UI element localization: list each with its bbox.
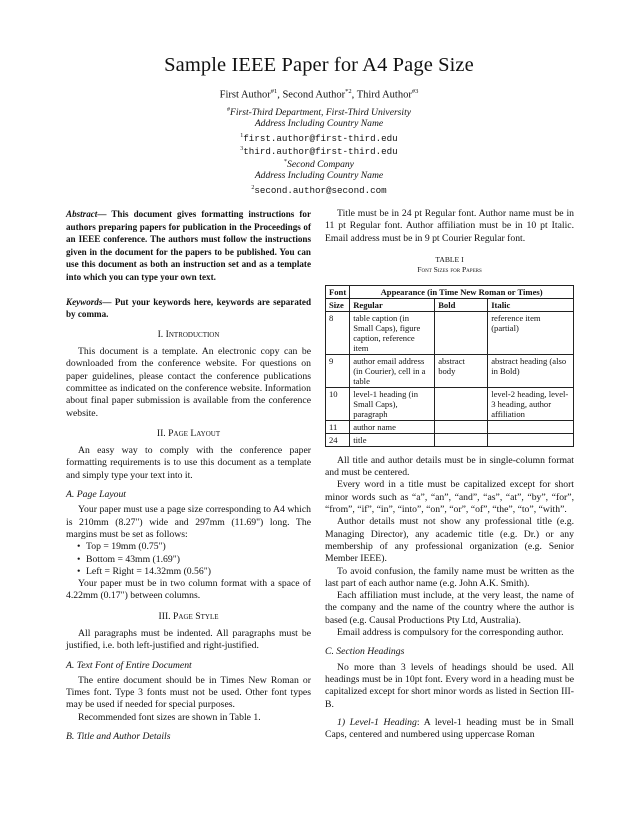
table-cell: 11 — [326, 420, 350, 433]
email-text: first.author@first-third.edu — [243, 133, 398, 145]
list-item: • Top = 19mm (0.75") — [86, 541, 311, 553]
author-sup: #1 — [270, 88, 278, 95]
table-row — [326, 311, 574, 354]
table-header-row — [326, 298, 574, 311]
abstract — [66, 208, 311, 284]
table-header-cell: Size — [326, 298, 350, 311]
affiliation-2-address: Address Including Country Name — [254, 170, 384, 181]
section-heading-page-style: III. Page Style — [158, 610, 219, 622]
paragraph: All paragraphs must be indented. All paragraphs must be justified, i.e. both left-justified and right-justified. — [66, 627, 311, 652]
affiliation-sup: # — [226, 107, 230, 113]
table-cell: author email address (in Courier), cell in a table — [350, 354, 435, 387]
table-cell: abstract body — [435, 354, 488, 387]
email-sup: 1 — [240, 133, 244, 139]
paragraph: Your paper must be in two column format with a space of 4.22mm (0.17") between columns. — [66, 578, 311, 602]
paragraph: Title must be in 24 pt Regular font. Author name must be in 11 pt Regular font. Author affiliation must be in 10 pt Italic. Email address must be in 9 pt Courier Regular font. — [325, 208, 574, 244]
author-line — [0, 88, 638, 101]
subsection-heading: A. Text Font of Entire Document — [66, 659, 192, 671]
table-cell: 8 — [326, 311, 350, 354]
list-item: • Left = Right = 14.32mm (0.56") — [86, 566, 311, 578]
table-cell: reference item (partial) — [488, 311, 574, 354]
subsection-heading: A. Page Layout — [66, 489, 126, 501]
paragraph: To avoid confusion, the family name must be written as the last part of each author name (e.g. John A.K. Smith). — [325, 565, 574, 589]
font-size-table — [325, 285, 574, 447]
table-cell — [435, 420, 488, 433]
table-cell: abstract heading (also in Bold) — [488, 354, 574, 387]
table-cell: 9 — [326, 354, 350, 387]
email-text: second.author@second.com — [254, 185, 387, 197]
paragraph: No more than 3 levels of headings should be used. All headings must be in 10pt font. Every word in a heading must be capitalized except for short minor words as listed in Section III-B. — [325, 661, 574, 710]
table-cell: level-2 heading, level-3 heading, author affiliation — [488, 387, 574, 420]
margin-list — [66, 541, 311, 578]
paragraph: Each affiliation must include, at the very least, the name of the company and the name of the country where the author is based (e.g. Causal Productions Pty Ltd, Australia). — [325, 590, 574, 626]
table-header-row — [326, 285, 574, 298]
list-item: • Bottom = 43mm (1.69") — [86, 554, 311, 566]
author-sup: #3 — [411, 88, 419, 95]
subsection-heading: C. Section Headings — [325, 646, 405, 658]
table-header-cell: Appearance (in Time New Roman or Times) — [350, 285, 574, 298]
paragraph: Recommended font sizes are shown in Table 1. — [78, 711, 261, 723]
table-header-cell: Bold — [435, 298, 488, 311]
subsection-heading: B. Title and Author Details — [66, 731, 171, 743]
abstract-text: — This document gives formatting instructions for authors preparing papers for publication in the Proceedings of an IEEE conference. The authors must follow the instructions given in the document for the papers to be published. You can use this document as both an instruction set and as a template into which you can type your own text. — [66, 209, 311, 282]
paragraph: Email address is compulsory for the corresponding author. — [337, 627, 564, 639]
author-name: First Author — [219, 89, 271, 101]
left-column — [66, 208, 311, 746]
paper-title: Sample IEEE Paper for A4 Page Size — [164, 54, 474, 76]
table-header-cell: Italic — [488, 298, 574, 311]
paragraph: This document is a template. An electronic copy can be downloaded from the conference website. For questions on paper guidelines, please contact the conference publications committee as indicated on the conference website. Information about final paper submission is available from the conference website. — [66, 346, 311, 419]
affiliation-1-address: Address Including Country Name — [254, 118, 384, 129]
table-cell: 10 — [326, 387, 350, 420]
paragraph: Author details must not show any professional title (e.g. Managing Director), any academic title (e.g. Dr.) or any membership of any professional organization (e.g. Senior Member IEEE). — [325, 516, 574, 565]
author-sup: *2 — [345, 88, 352, 95]
table-header-cell: Font — [326, 285, 350, 298]
keywords-label: Keywords — [66, 296, 103, 307]
table-cell — [435, 387, 488, 420]
email-2 — [0, 182, 638, 197]
table-cell — [435, 311, 488, 354]
table-cell: 24 — [326, 433, 350, 446]
author-name: , Second Author — [277, 89, 346, 101]
table-row — [326, 433, 574, 446]
table-cell — [435, 433, 488, 446]
author-name: , Third Author — [351, 89, 412, 101]
paragraph: An easy way to comply with the conference paper formatting requirements is to use this document as a template and simply type your text into it. — [66, 445, 311, 481]
table-title: Font Sizes for Papers — [417, 264, 482, 274]
table-caption — [325, 255, 574, 275]
level1-label: 1) Level-1 Heading — [337, 716, 417, 728]
table-cell: title — [350, 433, 435, 446]
email-sup: 3 — [240, 146, 244, 152]
affiliation-text: Second Company — [287, 159, 354, 171]
email-sup: 2 — [251, 185, 255, 191]
table-label: TABLE I — [435, 254, 464, 264]
table-row — [326, 387, 574, 420]
level1-text: : A level-1 heading must be in Small Caps, centered and numbered using uppercase Roman — [325, 716, 574, 741]
table-header-cell: Regular — [350, 298, 435, 311]
affiliation-sup: * — [284, 159, 288, 165]
section-heading-page-layout: II. Page Layout — [156, 427, 221, 439]
table-cell — [488, 433, 574, 446]
section-heading-introduction: I. Introduction — [157, 328, 220, 340]
table-cell: table caption (in Small Caps), figure caption, reference item — [350, 311, 435, 354]
table-row — [326, 420, 574, 433]
paragraph: The entire document should be in Times New Roman or Times font. Type 3 fonts must not be used. Other font types may be used if needed for special purposes. — [66, 674, 311, 711]
paragraph: All title and author details must be in single-column format and must be centered. — [325, 454, 574, 479]
table-row — [326, 354, 574, 387]
table-cell — [488, 420, 574, 433]
abstract-label: Abstract — [66, 209, 98, 219]
keywords-text: — Put your keywords here, keywords are separated by comma. — [66, 296, 311, 320]
paragraph: Every word in a title must be capitalized except for short minor words such as “a”, “an”, “and”, “as”, “at”, “by”, “for”, “from”, “if”, “in”, “into”, “on”, “or”, “of”, “the”, “to”, “with”. — [325, 479, 574, 516]
keywords — [66, 296, 311, 321]
table-cell: level-1 heading (in Small Caps), paragraph — [350, 387, 435, 420]
table-cell: author name — [350, 420, 435, 433]
paragraph: Your paper must use a page size corresponding to A4 which is 210mm (8.27") wide and 297mm (11.69") long. The margins must be set as follows: — [66, 504, 311, 540]
right-column — [325, 208, 574, 741]
email-text: third.author@first-third.edu — [243, 146, 398, 158]
affiliation-text: First-Third Department, First-Third University — [229, 107, 412, 119]
paragraph — [325, 717, 574, 742]
